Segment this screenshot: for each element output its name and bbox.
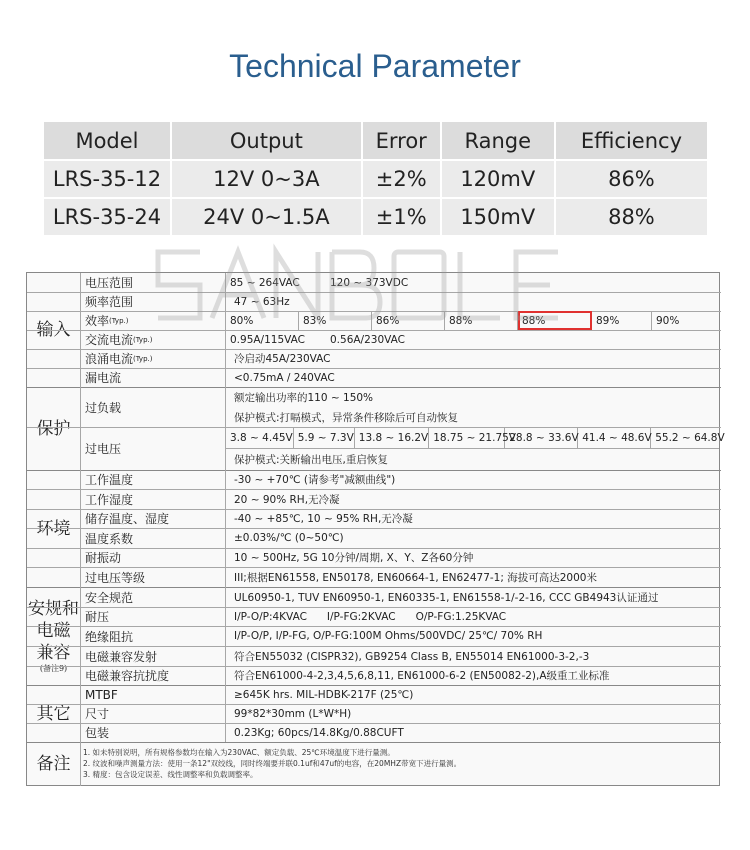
label-withstand-voltage: 耐压 bbox=[81, 607, 226, 626]
efficiency-value: 89% bbox=[592, 311, 652, 330]
ac-current-values bbox=[226, 330, 719, 349]
label-overload: 过负载 bbox=[81, 387, 226, 427]
summary-table bbox=[42, 120, 709, 237]
label-storage: 储存温度、湿度 bbox=[81, 509, 226, 528]
header-model: Model bbox=[43, 121, 171, 160]
isolation-value: I/P-O/P, I/P-FG, O/P-FG:100M Ohms/500VDC/ 25℃/ 70% RH bbox=[234, 630, 543, 642]
ov-value: 41.4 ~ 48.6V bbox=[578, 427, 651, 448]
header-efficiency: Efficiency bbox=[555, 121, 708, 160]
emc-emission-value: 符合EN55032 (CISPR32), GB9254 Class B, EN55014 EN61000-3-2,-3 bbox=[234, 650, 590, 663]
note-line: 1. 如未特别说明，所有规格参数均在输入为230VAC、额定负载、25℃环境温度下进行量测。 bbox=[83, 748, 395, 757]
label-overvoltage-category: 过电压等级 bbox=[81, 567, 226, 587]
leakage-value: <0.75mA / 240VAC bbox=[234, 371, 335, 384]
cell-error: ±1% bbox=[362, 198, 441, 236]
category-other: 其它 bbox=[27, 685, 81, 742]
category-safety-emc bbox=[27, 587, 81, 685]
inrush-value: 冷启动45A/230VAC bbox=[234, 353, 331, 365]
notes-block bbox=[83, 747, 461, 780]
ov-value: 13.8 ~ 16.2V bbox=[355, 427, 429, 448]
cell-efficiency: 86% bbox=[555, 160, 708, 198]
efficiency-value: 86% bbox=[372, 311, 445, 330]
category-safety-note: (备注9) bbox=[39, 664, 68, 673]
efficiency-value: 90% bbox=[656, 314, 680, 327]
label-working-humidity: 工作湿度 bbox=[81, 489, 226, 509]
efficiency-value: 80% bbox=[226, 311, 299, 330]
category-input: 输入 bbox=[27, 273, 81, 387]
efficiency-typ-note: (Typ.) bbox=[109, 316, 129, 325]
ov-value: 3.8 ~ 4.45V bbox=[226, 427, 294, 448]
cell-model: LRS-35-24 bbox=[43, 198, 171, 236]
header-output: Output bbox=[171, 121, 362, 160]
category-protection: 保护 bbox=[27, 387, 81, 470]
note-line: 2. 纹波和噪声测量方法：使用一条12"双绞线，同时终端要并联0.1uf和47uf的电容，在20MHZ带宽下进行量测。 bbox=[83, 759, 462, 768]
label-voltage-range: 电压范围 bbox=[81, 273, 226, 292]
overload-range: 额定输出功率的110 ~ 150% bbox=[234, 391, 374, 404]
cell-output: 24V 0~1.5A bbox=[171, 198, 362, 236]
efficiency-value: 88% bbox=[445, 311, 518, 330]
spec-sheet bbox=[26, 272, 725, 786]
label-inrush-current bbox=[81, 349, 226, 368]
category-safety-line: 兼容 bbox=[36, 643, 71, 663]
label-safety-standards: 安全规范 bbox=[81, 587, 226, 607]
ov-value: 18.75 ~ 21.75V bbox=[429, 427, 505, 448]
header-error: Error bbox=[362, 121, 441, 160]
header-range: Range bbox=[441, 121, 555, 160]
ov-value: 5.9 ~ 7.3V bbox=[294, 427, 355, 448]
category-notes: 备注 bbox=[27, 742, 81, 786]
packing-value: 0.23Kg; 60pcs/14.8Kg/0.88CUFT bbox=[234, 726, 404, 739]
withstand-voltage-value: I/P-O/P:4KVAC I/P-FG:2KVAC O/P-FG:1.25KVAC bbox=[234, 610, 507, 623]
ov-value: 28.8 ~ 33.6V bbox=[505, 427, 578, 448]
cell-range: 150mV bbox=[441, 198, 555, 236]
table-row bbox=[43, 160, 708, 198]
storage-value: -40 ~ +85℃, 10 ~ 95% RH,无冷凝 bbox=[234, 513, 413, 525]
category-safety-line: 电磁 bbox=[36, 621, 71, 641]
ac-current-label-text: 交流电流 bbox=[85, 333, 134, 347]
summary-header-row bbox=[43, 121, 708, 160]
table-row bbox=[43, 198, 708, 236]
over-voltage-mode: 保护模式:关断输出电压,重启恢复 bbox=[234, 453, 388, 466]
over-voltage-values bbox=[226, 427, 725, 448]
emc-immunity-value: 符合EN61000-4-2,3,4,5,6,8,11, EN61000-6-2 (EN50082-2),A级重工业标准 bbox=[234, 670, 610, 682]
voltage-ac: 85 ~ 264VAC bbox=[230, 276, 300, 289]
dimension-value: 99*82*30mm (L*W*H) bbox=[234, 707, 352, 720]
voltage-dc: 120 ~ 373VDC bbox=[330, 276, 409, 289]
brand-watermark bbox=[150, 240, 620, 330]
label-over-voltage: 过电压 bbox=[81, 427, 226, 470]
vibration-value: 10 ~ 500Hz, 5G 10分钟/周期, X、Y、Z各60分钟 bbox=[234, 552, 474, 564]
label-dimension: 尺寸 bbox=[81, 704, 226, 723]
category-safety-line: 安规和 bbox=[28, 599, 79, 619]
ov-value: 55.2 ~ 64.8V bbox=[655, 431, 725, 444]
label-temp-coefficient: 温度系数 bbox=[81, 528, 226, 548]
inrush-label-text: 浪涌电流 bbox=[85, 352, 134, 366]
frequency-value: 47 ~ 63Hz bbox=[234, 295, 290, 308]
cell-output: 12V 0~3A bbox=[171, 160, 362, 198]
label-isolation: 绝缘阻抗 bbox=[81, 626, 226, 646]
overvoltage-category-value: III;根据EN61558, EN50178, EN60664-1, EN62477-1; 海拔可高达2000米 bbox=[234, 571, 597, 584]
inrush-typ-note: (Typ.) bbox=[133, 354, 153, 363]
working-temp-value: -30 ~ +70℃ (请参考"减额曲线") bbox=[234, 474, 396, 486]
ac-current-115: 0.95A/115VAC bbox=[230, 333, 305, 346]
cell-error: ±2% bbox=[362, 160, 441, 198]
cell-efficiency: 88% bbox=[555, 198, 708, 236]
label-ac-current bbox=[81, 330, 226, 349]
page-title: Technical Parameter bbox=[229, 48, 521, 84]
label-frequency: 频率范围 bbox=[81, 292, 226, 311]
mtbf-value: ≥645K hrs. MIL-HDBK-217F (25℃) bbox=[234, 688, 414, 701]
working-humidity-value: 20 ~ 90% RH,无冷凝 bbox=[234, 493, 340, 506]
label-mtbf: MTBF bbox=[81, 685, 226, 704]
category-environment: 环境 bbox=[27, 470, 81, 587]
note-line: 3. 精度：包含设定误差、线性调整率和负载调整率。 bbox=[83, 770, 258, 779]
label-vibration: 耐振动 bbox=[81, 548, 226, 567]
ac-current-typ-note: (Typ.) bbox=[133, 335, 153, 344]
ac-current-230: 0.56A/230VAC bbox=[330, 333, 405, 346]
label-packing: 包装 bbox=[81, 723, 226, 742]
cell-range: 120mV bbox=[441, 160, 555, 198]
safety-standards-value: UL60950-1, TUV EN60950-1, EN60335-1, EN61558-1/-2-16, CCC GB4943认证通过 bbox=[234, 591, 659, 604]
label-emc-emission: 电磁兼容发射 bbox=[81, 646, 226, 666]
efficiency-value-highlighted: 88% bbox=[518, 311, 592, 330]
overload-mode: 保护模式:打嗝模式，异常条件移除后可自动恢复 bbox=[234, 411, 459, 424]
efficiency-label-text: 效率 bbox=[85, 314, 110, 328]
label-leakage: 漏电流 bbox=[81, 368, 226, 387]
efficiency-value: 83% bbox=[299, 311, 372, 330]
label-emc-immunity: 电磁兼容抗扰度 bbox=[81, 666, 226, 685]
temp-coefficient-value: ±0.03%/℃ (0~50℃) bbox=[234, 532, 344, 544]
label-working-temp: 工作温度 bbox=[81, 470, 226, 489]
cell-model: LRS-35-12 bbox=[43, 160, 171, 198]
